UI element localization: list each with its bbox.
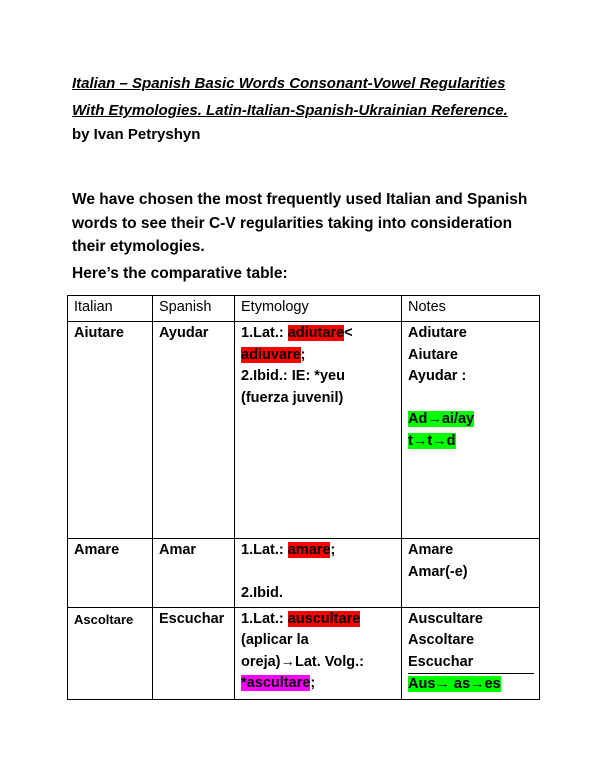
cell-spanish: Escuchar [153, 607, 235, 699]
notes-line: Auscultare [408, 610, 483, 627]
cell-etymology [235, 607, 402, 699]
header-spanish: Spanish [153, 296, 235, 322]
intro-line-3: their etymologies. [72, 238, 205, 255]
highlight-red: adiutare [287, 325, 345, 341]
ety-suffix: ; [300, 346, 306, 363]
header-etymology: Etymology [235, 296, 402, 322]
notes-line: Adiutare [408, 325, 467, 341]
notes-line: Ayudar : [408, 368, 467, 384]
cell-etymology [235, 322, 402, 539]
ety-prefix: 1.Lat.: [241, 542, 288, 558]
cell-notes [402, 539, 540, 608]
table-row [68, 607, 540, 699]
cell-spanish: Amar [153, 539, 235, 608]
highlight-red: amare [287, 542, 331, 558]
ety-suffix: < [344, 325, 353, 341]
cell-italian: Amare [68, 539, 153, 608]
ety-line: 2.Ibid.: IE: *yeu [241, 368, 345, 384]
highlight-magenta: *ascultare [241, 675, 311, 691]
ety-suffix: ; [310, 675, 316, 691]
notes-line: Aiutare [408, 346, 458, 363]
notes-line: Amare [408, 542, 454, 558]
cell-etymology [235, 539, 402, 608]
intro-paragraph [72, 188, 542, 259]
cell-italian-text: Ascoltare [74, 611, 134, 627]
table-lead: Here’s the comparative table: [72, 265, 288, 282]
cell-spanish: Ayudar [153, 322, 235, 539]
ety-line: oreja)→Lat. Volg.: [241, 653, 364, 670]
intro-line-2: words to see their C-V regularities taking into consideration [72, 214, 513, 232]
highlight-green: Ad→ai/ay [408, 411, 475, 427]
highlight-red: auscultare [287, 610, 361, 627]
title-line-1: Italian – Spanish Basic Words Consonant-Vowel Regularities [72, 75, 506, 92]
table-row [68, 539, 540, 608]
table-header-row [68, 296, 540, 322]
highlight-green: t→t→d [408, 432, 456, 449]
ety-line: (aplicar la [241, 632, 309, 648]
table-row [68, 322, 540, 539]
header-notes: Notes [402, 296, 540, 322]
cell-notes [402, 607, 540, 699]
header-italian: Italian [68, 296, 153, 322]
highlight-green: Aus→ as→es [408, 676, 501, 692]
notes-line: Amar(-e) [408, 563, 468, 580]
notes-line: Ascoltare [408, 632, 475, 648]
ety-prefix: 1.Lat.: [241, 610, 288, 627]
author-line: by Ivan Petryshyn [72, 126, 201, 143]
cell-italian [68, 607, 153, 699]
title-line-2: With Etymologies. Latin-Italian-Spanish-Ukrainian Reference. [72, 102, 508, 119]
ety-line: 2.Ibid. [241, 585, 283, 601]
cell-notes [402, 322, 540, 539]
comparative-table [67, 295, 540, 700]
intro-line-1: We have chosen the most frequently used Italian and Spanish [72, 191, 528, 208]
highlight-red: adiuvare [241, 346, 301, 363]
ety-prefix: 1.Lat.: [241, 325, 288, 341]
cell-italian: Aiutare [68, 322, 153, 539]
ety-suffix: ; [330, 542, 336, 558]
document-title [72, 70, 542, 124]
ety-line: (fuerza juvenil) [241, 389, 344, 406]
underlined-note: Escuchar [408, 652, 534, 675]
